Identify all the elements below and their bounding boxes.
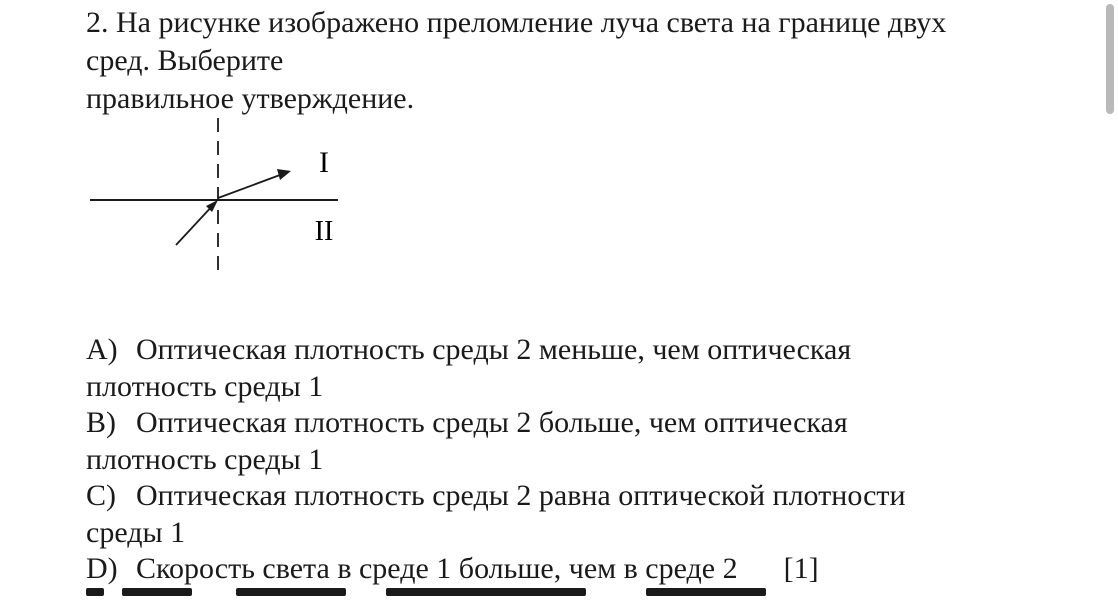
scrollbar-thumb[interactable] [1106,4,1114,114]
option-b-letter: B) [86,406,116,439]
refracted-ray [218,175,280,198]
next-question-cut-off [86,588,986,600]
option-a [86,332,1086,369]
medium-label-top: I [319,146,329,179]
incident-ray [176,203,215,245]
option-c-letter: C) [86,479,116,512]
option-d [86,551,1086,588]
option-a-letter: A) [86,333,118,366]
question-text [86,4,1076,118]
option-d-letter: D) [86,552,118,585]
score-mark: [1] [783,552,819,585]
option-a-continued: плотность среды 1 [86,369,324,403]
option-c [86,478,1086,515]
answer-options [86,332,1086,588]
option-b-text-1: Оптическая плотность среды 2 больше, чем оптическая [136,406,848,439]
option-b-continued: плотность среды 1 [86,442,324,476]
option-a-text-1: Оптическая плотность среды 2 меньше, чем оптическая [136,333,852,366]
option-b [86,405,1086,442]
refraction-diagram [88,112,352,290]
option-d-text-1: Скорость света в среде 1 больше, чем в среде 2 [136,552,738,585]
question-line-2: сред. Выберите [86,44,284,77]
option-c-continued: среды 1 [86,515,186,549]
question-line-3: правильное утверждение. [86,82,415,115]
option-c-text-1: Оптическая плотность среды 2 равна оптической плотности [136,479,906,512]
medium-label-bottom: II [314,216,334,247]
question-line-1: 2. На рисунке изображено преломление луча света на границе двух [86,6,947,39]
refracted-ray-arrowhead [277,169,291,180]
